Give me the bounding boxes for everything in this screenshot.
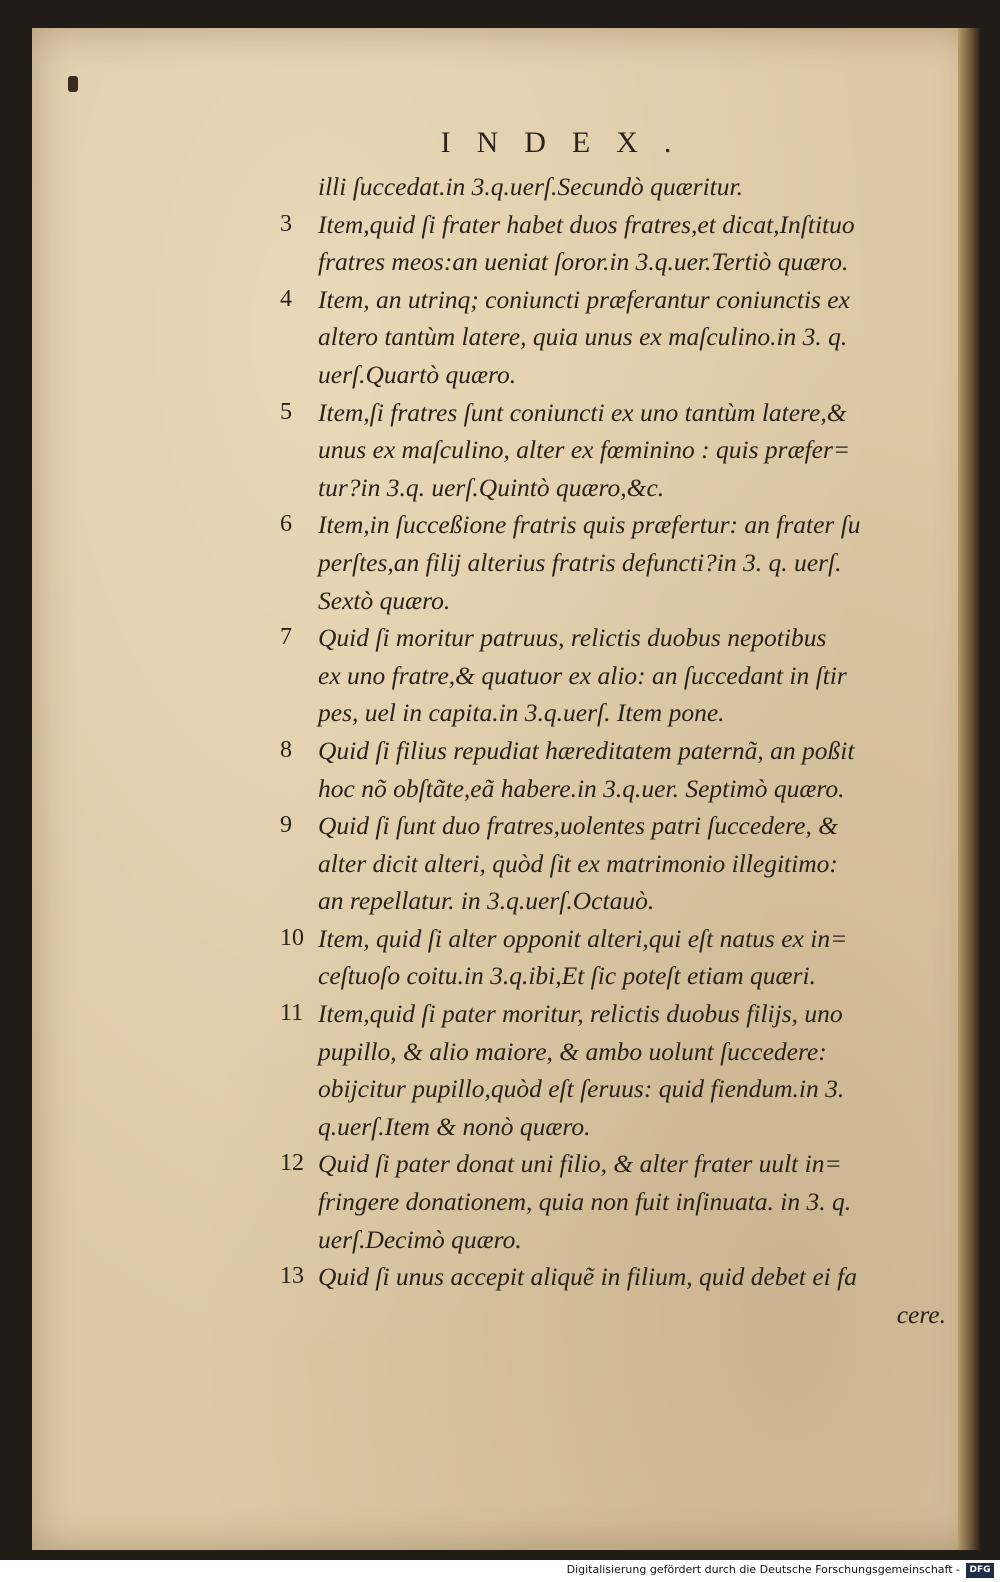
text-line: Item,ſi fratres ſunt coniuncti ex uno tantùm latere,&: [318, 397, 847, 427]
entry-number: 9: [280, 812, 292, 839]
index-entry: [274, 506, 954, 619]
text-line: Item, an utrinq; coniuncti præferantur coniunctis ex: [318, 284, 850, 314]
text-line: ex uno fratre,& quatuor ex alio: an ſuccedant in ſtir: [318, 660, 847, 690]
entry-number: 3: [280, 210, 292, 237]
text-line: Quid ſi moritur patruus, relictis duobus nepotibus: [318, 623, 827, 653]
index-entry: [274, 394, 954, 507]
binding-mark: [68, 76, 78, 92]
catchword: cere.: [896, 1299, 946, 1329]
catchword-entry: [274, 1296, 954, 1334]
text-line: Item,in ſucceßione fratris quis præfertur: an frater ſu: [318, 510, 861, 540]
text-line: Quid ſi unus accepit aliquẽ in filium, quid debet ei fa: [318, 1262, 857, 1292]
intro-entry: [274, 168, 954, 206]
text-line: pes, uel in capita.in 3.q.uerſ. Item pone.: [318, 698, 725, 728]
index-entry: [274, 1258, 954, 1296]
entry-number: 11: [280, 1000, 304, 1027]
text-line: tur?in 3.q. uerſ.Quintò quæro,&c.: [318, 472, 665, 502]
text-line: fratres meos:an ueniat ſoror.in 3.q.uer.Tertiò quæro.: [318, 247, 849, 277]
entry-number: 6: [280, 511, 292, 538]
dfg-logo: DFG: [966, 1563, 994, 1578]
index-entry: [274, 206, 954, 281]
text-line: q.uerſ.Item & nonò quæro.: [318, 1111, 591, 1141]
footer-credit: Digitalisierung gefördert durch die Deutsche Forschungsgemeinschaft -: [566, 1563, 960, 1576]
text-line: illi ſuccedat.in 3.q.uerſ.Secundò quæritur.: [318, 172, 743, 201]
entry-number: 5: [280, 398, 292, 425]
index-entry: [274, 920, 954, 995]
entry-number: 13: [280, 1263, 304, 1290]
text-line: altero tantùm latere, quia unus ex maſculino.in 3. q.: [318, 322, 848, 352]
text-line: alter dicit alteri, quòd ſit ex matrimonio illegitimo:: [318, 848, 838, 878]
text-line: perſtes,an filij alterius fratris defuncti?in 3. q. uerſ.: [318, 547, 842, 577]
text-line: unus ex maſculino, alter ex fœminino : quis præfer=: [318, 435, 851, 465]
index-entry: [274, 995, 954, 1145]
entry-number: 4: [280, 285, 292, 312]
index-entries: [274, 206, 954, 1296]
text-line: obijcitur pupillo,quòd eſt ſeruus: quid fiendum.in 3.: [318, 1074, 845, 1104]
text-line: ceſtuoſo coitu.in 3.q.ibi,Et ſic poteſt etiam quæri.: [318, 961, 816, 991]
digitization-footer: [0, 1560, 1000, 1582]
text-line: Quid ſi filius repudiat hæreditatem paternã, an poßit: [318, 735, 855, 765]
index-entry: [274, 807, 954, 920]
entry-number: 12: [280, 1150, 304, 1177]
text-line: pupillo, & alio maiore, & ambo uolunt ſuccedere:: [318, 1036, 827, 1066]
entry-number: 7: [280, 624, 292, 651]
entry-number: 8: [280, 736, 292, 763]
page-title: INDEX.: [440, 126, 698, 159]
text-line: Item, quid ſi alter opponit alteri,qui eſt natus ex in=: [318, 923, 848, 953]
text-line: Quid ſi pater donat uni filio, & alter frater uult in=: [318, 1149, 842, 1179]
index-entry: [274, 1145, 954, 1258]
text-line: Quid ſi ſunt duo fratres,uolentes patri ſuccedere, &: [318, 811, 839, 841]
text-line: an repellatur. in 3.q.uerſ.Octauò.: [318, 886, 655, 916]
page-edge: [958, 28, 980, 1550]
book-page: [32, 28, 978, 1550]
index-text-block: [274, 168, 954, 1333]
text-line: fringere donationem, quia non fuit inſinuata. in 3. q.: [318, 1187, 852, 1217]
index-entry: [274, 619, 954, 732]
text-line: Item,quid ſi pater moritur, relictis duobus filijs, uno: [318, 999, 843, 1029]
index-entry: [274, 281, 954, 394]
index-entry: [274, 732, 954, 807]
text-line: Sextò quæro.: [318, 585, 451, 615]
text-line: uerſ.Quartò quæro.: [318, 359, 517, 389]
text-line: uerſ.Decimò quæro.: [318, 1224, 522, 1254]
entry-number: 10: [280, 924, 304, 951]
text-line: hoc nõ obſtãte,eã habere.in 3.q.uer. Septimò quæro.: [318, 773, 845, 803]
text-line: Item,quid ſi frater habet duos fratres,et dicat,Inſtituo: [318, 209, 855, 239]
